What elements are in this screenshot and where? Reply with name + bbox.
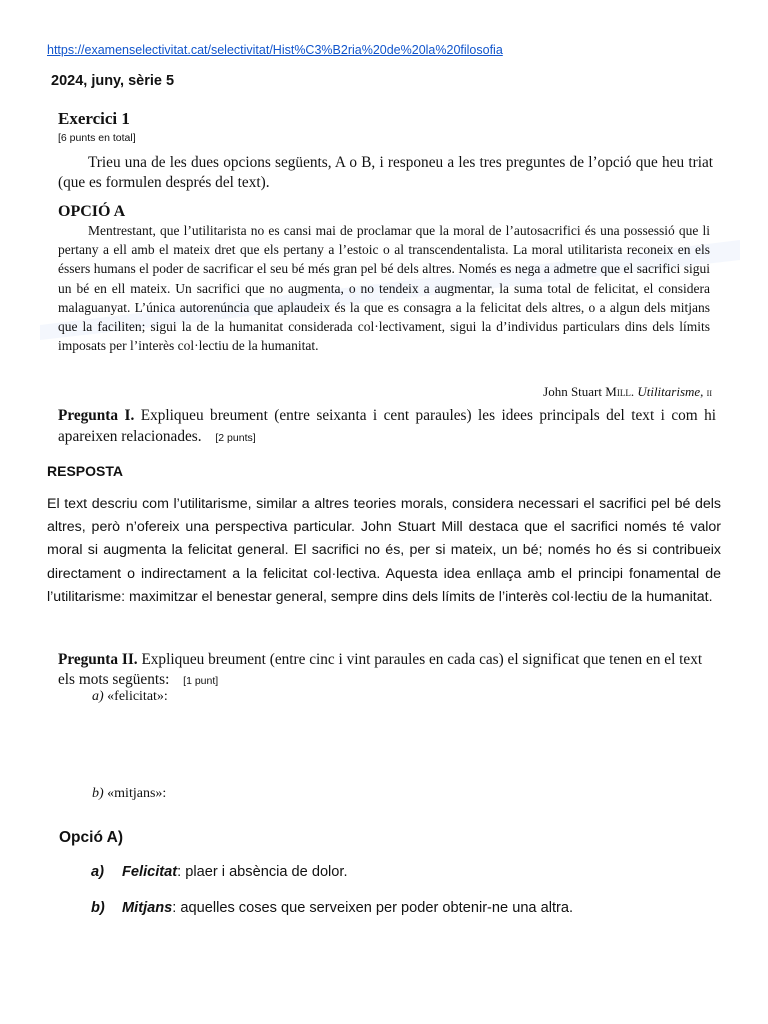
question-1-label: Pregunta I.	[58, 407, 135, 424]
exercise-title: Exercici 1	[58, 109, 130, 128]
option-answer-title: Opció A)	[59, 829, 124, 846]
definition-b-term: Mitjans	[122, 900, 173, 916]
source-text: Mentrestant, que l’utilitarista no es cansi mai de proclamar que la moral de l’autosacrifici és una possessió que li pertany a ell amb el mateix dret que els pertany a l’estoic o al transcendentalista. La moral utilitarista reconeix en els éssers humans el poder de sacrificar el seu bé més gran pel bé dels altres. Només es nega a admetre que el sacrifici sigui un bé en ell mateix. Un sacrifici que no augmenta, o no tendeix a augmentar, la suma total de felicitat, el considera malaguanyat. L’única autorenúncia que aplaudeix és la que es consagra a la felicitat dels altres, o a algun dels mitjans que la faciliten; sigui la de la humanitat considerada col·lectivament, sigui la d’individus particulars dins dels límits imposats per l’interès col·lectiu de la humanitat.	[58, 223, 710, 354]
text-attribution: John Stuart Mill. Utilitarisme, ii	[543, 384, 712, 399]
work-title: Utilitarisme	[637, 384, 701, 399]
question-2-item-a	[92, 689, 168, 705]
option-title: OPCIÓ A	[58, 203, 126, 220]
definition-a	[91, 864, 348, 880]
question-2-text: Expliqueu breument (entre cinc i vint paraules en cada cas) el significat que tenen en el text els mots següents:	[58, 651, 703, 688]
exercise-instructions: Trieu una de les dues opcions següents, A o B, i responeu a les tres preguntes de l’opció que heu triat (que es formulen després del text).	[58, 154, 713, 191]
definition-a-letter: a)	[91, 864, 104, 880]
question-1	[58, 406, 716, 448]
definition-b-letter: b)	[91, 900, 105, 916]
item-a-word: «felicitat»:	[107, 689, 168, 704]
answer-text: El text descriu com l’utilitarisme, similar a altres teories morals, considera necessari el sacrifici pel bé dels altres, però n’ofereix una perspectiva particular. John Stuart Mill destaca que el sacrifici només té valor moral si augmenta la felicitat general. El sacrifici no és, per si mateix, un bé; només ho és si contribueix directament o indirectament a la felicitat col·lectiva. Aquesta idea enllaça amb el principi fonamental de l’utilitarisme: maximitzar el benestar general, sempre dins dels límits de l’interès col·lectiu de la humanitat.	[47, 496, 721, 605]
question-2-label: Pregunta II.	[58, 651, 138, 668]
answer-title: RESPOSTA	[47, 463, 123, 479]
question-2	[58, 650, 716, 691]
item-a-letter: a)	[92, 689, 104, 704]
author-first-name: John Stuart	[543, 384, 603, 399]
author-last-name: Mill	[605, 384, 631, 399]
question-2-item-b	[92, 786, 166, 802]
definition-a-term: Felicitat	[122, 864, 178, 880]
definition-a-text: : plaer i absència de dolor.	[177, 864, 348, 880]
exam-date: 2024, juny, sèrie 5	[51, 73, 175, 89]
question-1-points: [2 punts]	[215, 431, 256, 444]
source-link[interactable]: https://examenselectivitat.cat/selectivitat/Hist%C3%B2ria%20de%20la%20filosofia	[47, 43, 503, 57]
exercise-points: [6 punts en total]	[58, 132, 136, 144]
item-b-letter: b)	[92, 786, 104, 801]
question-1-text: Expliqueu breument (entre seixanta i cent paraules) les idees principals del text i com hi apareixen relacionades.	[58, 407, 717, 445]
work-chapter: ii	[706, 387, 712, 399]
question-2-points: [1 punt]	[183, 675, 219, 687]
definition-b	[91, 900, 573, 916]
item-b-word: «mitjans»:	[107, 786, 167, 801]
definition-b-text: : aquelles coses que serveixen per poder obtenir-ne una altra.	[172, 900, 574, 916]
